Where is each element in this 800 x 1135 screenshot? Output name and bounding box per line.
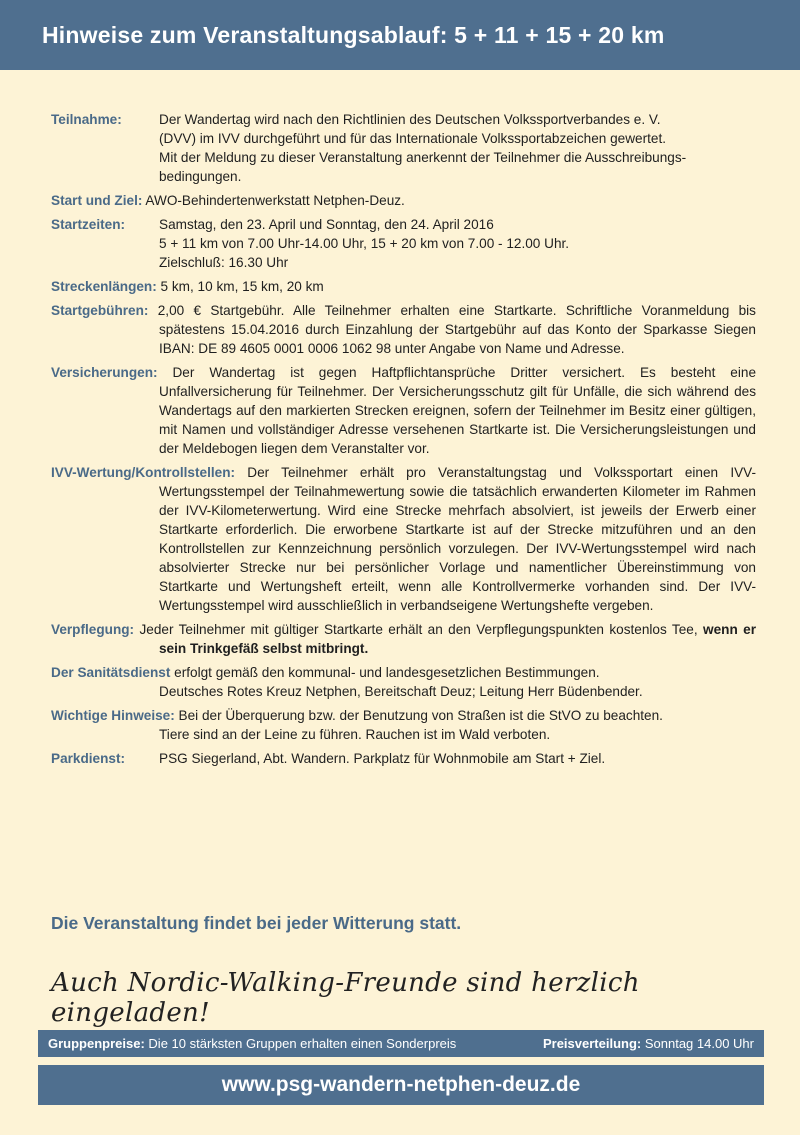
section-startzeiten	[51, 215, 756, 272]
teilnahme-line: bedingungen.	[159, 169, 242, 184]
award-ceremony-label: Preisverteilung:	[542, 1036, 642, 1051]
startzeiten-line: 5 + 11 km von 7.00 Uhr-14.00 Uhr, 15 + 20 km von 7.00 - 12.00 Uhr.	[159, 236, 570, 251]
label-strecken: Streckenlängen:	[51, 279, 157, 294]
award-ceremony	[543, 1036, 754, 1051]
teilnahme-line: Der Wandertag wird nach den Richtlinien des Deutschen Volkssportverbandes e. V.	[159, 112, 661, 127]
section-start	[51, 191, 756, 210]
nordic-walking-notice: Auch Nordic-Walking-Freunde sind herzlich eingeladen!	[51, 968, 640, 1028]
section-teilnahme	[51, 110, 756, 186]
prize-bar	[38, 1030, 764, 1057]
label-park: Parkdienst:	[51, 751, 126, 766]
teilnahme-line: (DVV) im IVV durchgeführt und für das Internationale Volkssportabzeichen gewertet.	[159, 131, 667, 146]
hinweise-line2: Tiere sind an der Leine zu führen. Rauchen ist im Wald verboten.	[159, 727, 551, 742]
label-teilnahme: Teilnahme:	[51, 112, 122, 127]
section-versicherung	[51, 363, 756, 458]
section-verpflegung	[51, 620, 756, 658]
website-link[interactable]: www.psg-wandern-netphen-deuz.de	[221, 1073, 581, 1096]
content	[51, 110, 756, 773]
section-ivv	[51, 463, 756, 615]
label-sanitaet: Der Sanitätsdienst	[51, 665, 171, 680]
start-text: AWO-Behindertenwerkstatt Netphen-Deuz.	[145, 193, 405, 208]
label-startzeiten: Startzeiten:	[51, 217, 126, 232]
section-sanitaet	[51, 663, 756, 701]
section-park	[51, 749, 756, 768]
ivv-text: Der Teilnehmer erhält pro Veranstaltungstag und Volkssportart einen IVV-Wertungsstempel der Teilnahmewertung sowie die tatsächlich erwanderten Kilometer im Rahmen der IVV-Kilometerwertung. Wird eine Strecke mehrfach absolviert, ist jeweils der Erwerb einer Startkarte erforderlich. Die erworbene Startkarte ist auf der Strecke mitzuführen und an den Kontrollstellen zur Kennzeichnung persönlich vorzulegen. Der IVV-Wertungsstempel wird nach absolvierter Strecke nur bei persönlicher Vorlage und namentlicher Übereinstimmung von Startkarte und Wertungsheft erteilt, wenn alle Kontrollvermerke vorhanden sind. Der IVV- Wertungsstempel wird ausschließlich in verbandseigene Wertungshefte vergeben.	[159, 465, 757, 613]
header-bar	[0, 0, 800, 70]
verpflegung-text: Jeder Teilnehmer mit gültiger Startkarte erhält an den Verpflegungspunkten kostenlos Tee,	[139, 622, 698, 637]
label-start: Start und Ziel:	[51, 193, 143, 208]
verpflegung-bold: wenn er sein Trinkgefäß selbst mitbringt.	[159, 622, 756, 656]
teilnahme-line: Mit der Meldung zu dieser Veranstaltung anerkennt der Teilnehmer die Ausschreibungs-	[159, 150, 687, 165]
website-bar	[38, 1065, 764, 1105]
label-verpflegung: Verpflegung:	[51, 622, 135, 637]
startzeiten-line: Zielschluß: 16.30 Uhr	[159, 255, 289, 270]
group-prize-text: Die 10 stärksten Gruppen erhalten einen Sonderpreis	[148, 1036, 457, 1051]
award-ceremony-text: Sonntag 14.00 Uhr	[644, 1036, 754, 1051]
strecken-text: 5 km, 10 km, 15 km, 20 km	[160, 279, 324, 294]
weather-notice: Die Veranstaltung findet bei jeder Witterung statt.	[51, 913, 462, 933]
group-prize	[48, 1036, 543, 1051]
section-hinweise	[51, 706, 756, 744]
startzeiten-line: Samstag, den 23. April und Sonntag, den 24. April 2016	[159, 217, 494, 232]
sanitaet-text: erfolgt gemäß den kommunal- und landesgesetzlichen Bestimmungen.	[174, 665, 600, 680]
park-text: PSG Siegerland, Abt. Wandern. Parkplatz für Wohnmobile am Start + Ziel.	[159, 751, 606, 766]
label-ivv: IVV-Wertung/Kontrollstellen:	[51, 465, 236, 480]
gebuehren-text: 2,00 € Startgebühr. Alle Teilnehmer erhalten eine Startkarte. Schriftliche Voranmeldung bis spätestens 15.04.2016 durch Einzahlung der Startgebühr auf das Konto der Sparkasse Siegen IBAN: DE 89 4605 0001 0006 1062 98 unter Angabe von Name und Adresse.	[157, 303, 756, 356]
section-strecken	[51, 277, 756, 296]
hinweise-text: Bei der Überquerung bzw. der Benutzung von Straßen ist die StVO zu beachten.	[178, 708, 663, 723]
versicherung-text: Der Wandertag ist gegen Haftpflichtansprüche Dritter versichert. Es besteht eine Unfallversicherung für Teilnehmer. Der Versicherungsschutz gilt für Unfälle, die sich während des Wandertags auf den markierten Strecken ereignen, sofern der Teilnehmer im Besitz einer gültigen, mit Namen und vollständiger Adresse versehenen Startkarte ist. Die Versicherungsleistungen und der Meldebogen liegen dem Veranstalter vor.	[159, 365, 757, 456]
label-hinweise: Wichtige Hinweise:	[51, 708, 175, 723]
page-title: Hinweise zum Veranstaltungsablauf: 5 + 11 + 15 + 20 km	[42, 21, 665, 48]
label-versicherung: Versicherungen:	[51, 365, 158, 380]
group-prize-label: Gruppenpreise:	[48, 1036, 145, 1051]
section-gebuehren	[51, 301, 756, 358]
label-gebuehren: Startgebühren:	[51, 303, 149, 318]
sanitaet-line2: Deutsches Rotes Kreuz Netphen, Bereitschaft Deuz; Leitung Herr Büdenbender.	[159, 684, 643, 699]
